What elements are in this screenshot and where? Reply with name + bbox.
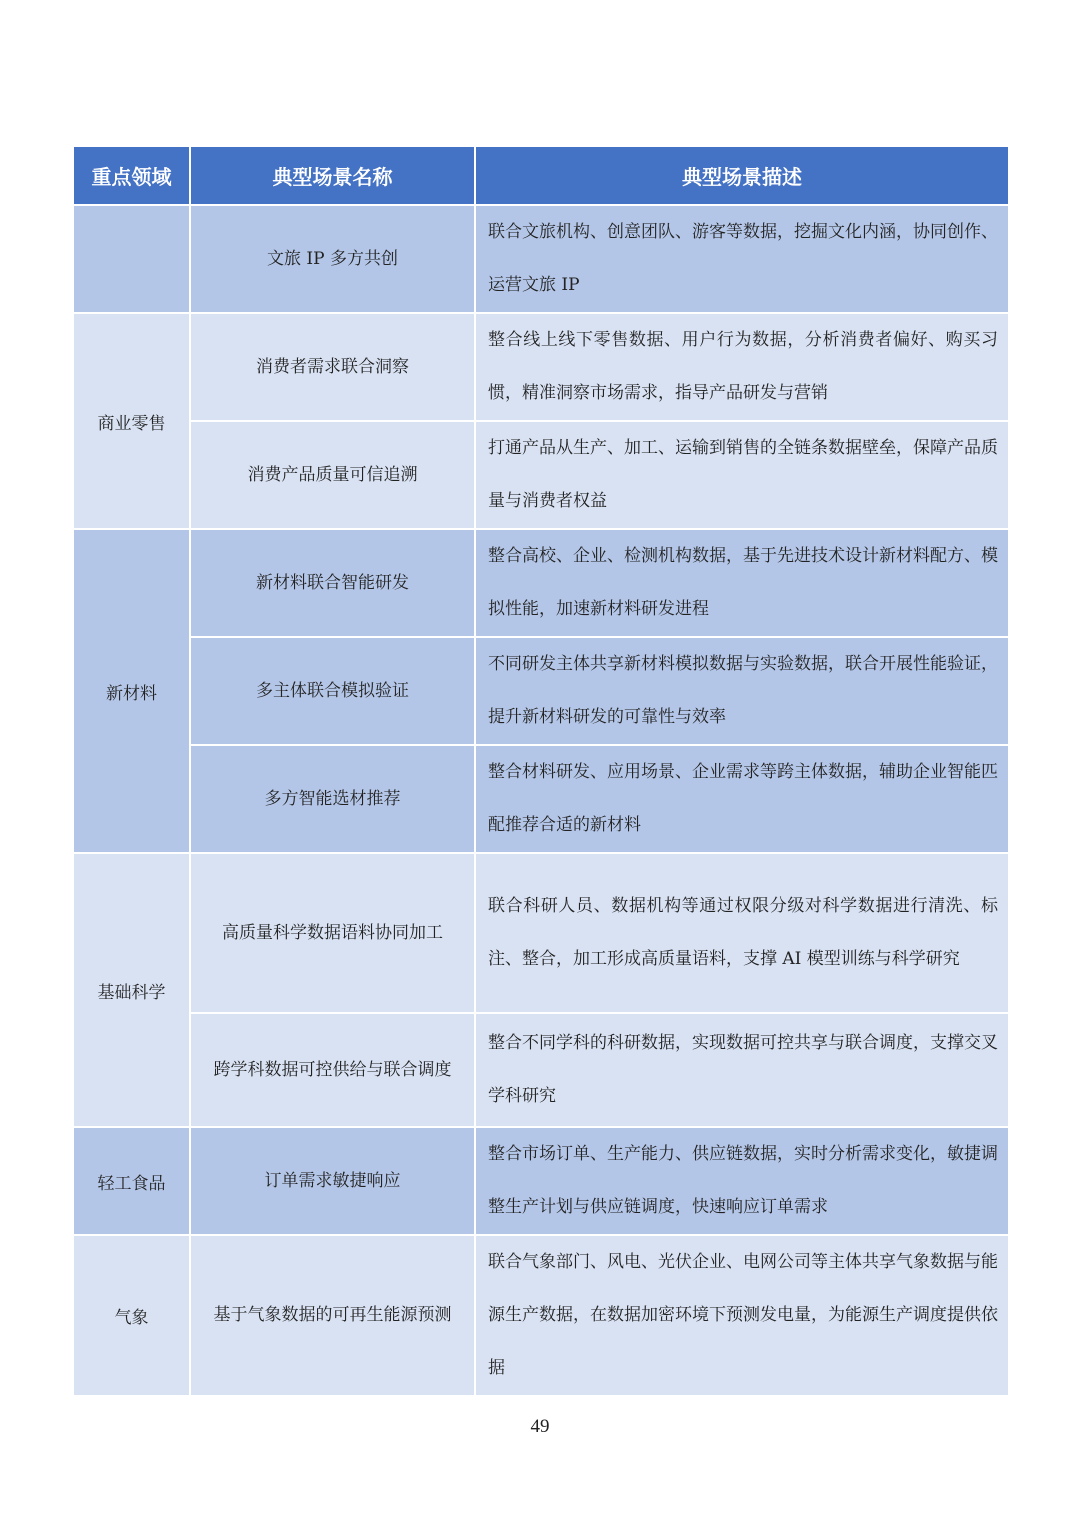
table-row — [73, 853, 1009, 1013]
scenario-name: 基于气象数据的可再生能源预测 — [190, 1235, 475, 1396]
scenario-desc: 不同研发主体共享新材料模拟数据与实验数据，联合开展性能验证，提升新材料研发的可靠性与效率 — [475, 637, 1009, 745]
scenario-name: 订单需求敏捷响应 — [190, 1127, 475, 1235]
table-row — [73, 1127, 1009, 1235]
table-row — [73, 1013, 1009, 1127]
table-row — [73, 637, 1009, 745]
scenario-desc: 整合高校、企业、检测机构数据，基于先进技术设计新材料配方、模拟性能，加速新材料研发进程 — [475, 529, 1009, 637]
area-cell: 轻工食品 — [73, 1127, 190, 1235]
scenario-name: 消费产品质量可信追溯 — [190, 421, 475, 529]
header-area: 重点领域 — [73, 146, 190, 205]
area-cell: 新材料 — [73, 529, 190, 853]
table-row — [73, 313, 1009, 421]
table-row — [73, 745, 1009, 853]
table-row — [73, 1235, 1009, 1396]
table-row — [73, 529, 1009, 637]
scenario-name: 多方智能选材推荐 — [190, 745, 475, 853]
scenario-desc: 联合气象部门、风电、光伏企业、电网公司等主体共享气象数据与能源生产数据，在数据加密环境下预测发电量，为能源生产调度提供依据 — [475, 1235, 1009, 1396]
scenario-name: 高质量科学数据语料协同加工 — [190, 853, 475, 1013]
scenario-name: 多主体联合模拟验证 — [190, 637, 475, 745]
header-scenario-desc: 典型场景描述 — [475, 146, 1009, 205]
scenario-name: 跨学科数据可控供给与联合调度 — [190, 1013, 475, 1127]
scenario-desc: 整合材料研发、应用场景、企业需求等跨主体数据，辅助企业智能匹配推荐合适的新材料 — [475, 745, 1009, 853]
table-row — [73, 421, 1009, 529]
scenario-desc: 整合市场订单、生产能力、供应链数据，实时分析需求变化，敏捷调整生产计划与供应链调度，快速响应订单需求 — [475, 1127, 1009, 1235]
scenario-desc: 联合科研人员、数据机构等通过权限分级对科学数据进行清洗、标注、整合，加工形成高质量语料，支撑 AI 模型训练与科学研究 — [475, 853, 1009, 1013]
scenario-name: 消费者需求联合洞察 — [190, 313, 475, 421]
table-row — [73, 205, 1009, 313]
scenario-table — [72, 145, 1010, 1397]
scenario-desc: 整合线上线下零售数据、用户行为数据，分析消费者偏好、购买习惯，精准洞察市场需求，指导产品研发与营销 — [475, 313, 1009, 421]
scenario-desc: 联合文旅机构、创意团队、游客等数据，挖掘文化内涵，协同创作、运营文旅 IP — [475, 205, 1009, 313]
table-header-row — [73, 146, 1009, 205]
scenario-name: 文旅 IP 多方共创 — [190, 205, 475, 313]
area-cell: 气象 — [73, 1235, 190, 1396]
header-scenario-name: 典型场景名称 — [190, 146, 475, 205]
page-number: 49 — [530, 1416, 550, 1437]
area-cell: 基础科学 — [73, 853, 190, 1127]
scenario-name: 新材料联合智能研发 — [190, 529, 475, 637]
area-cell: 商业零售 — [73, 313, 190, 529]
scenario-desc: 整合不同学科的科研数据，实现数据可控共享与联合调度，支撑交叉学科研究 — [475, 1013, 1009, 1127]
scenario-desc: 打通产品从生产、加工、运输到销售的全链条数据壁垒，保障产品质量与消费者权益 — [475, 421, 1009, 529]
area-cell — [73, 205, 190, 313]
